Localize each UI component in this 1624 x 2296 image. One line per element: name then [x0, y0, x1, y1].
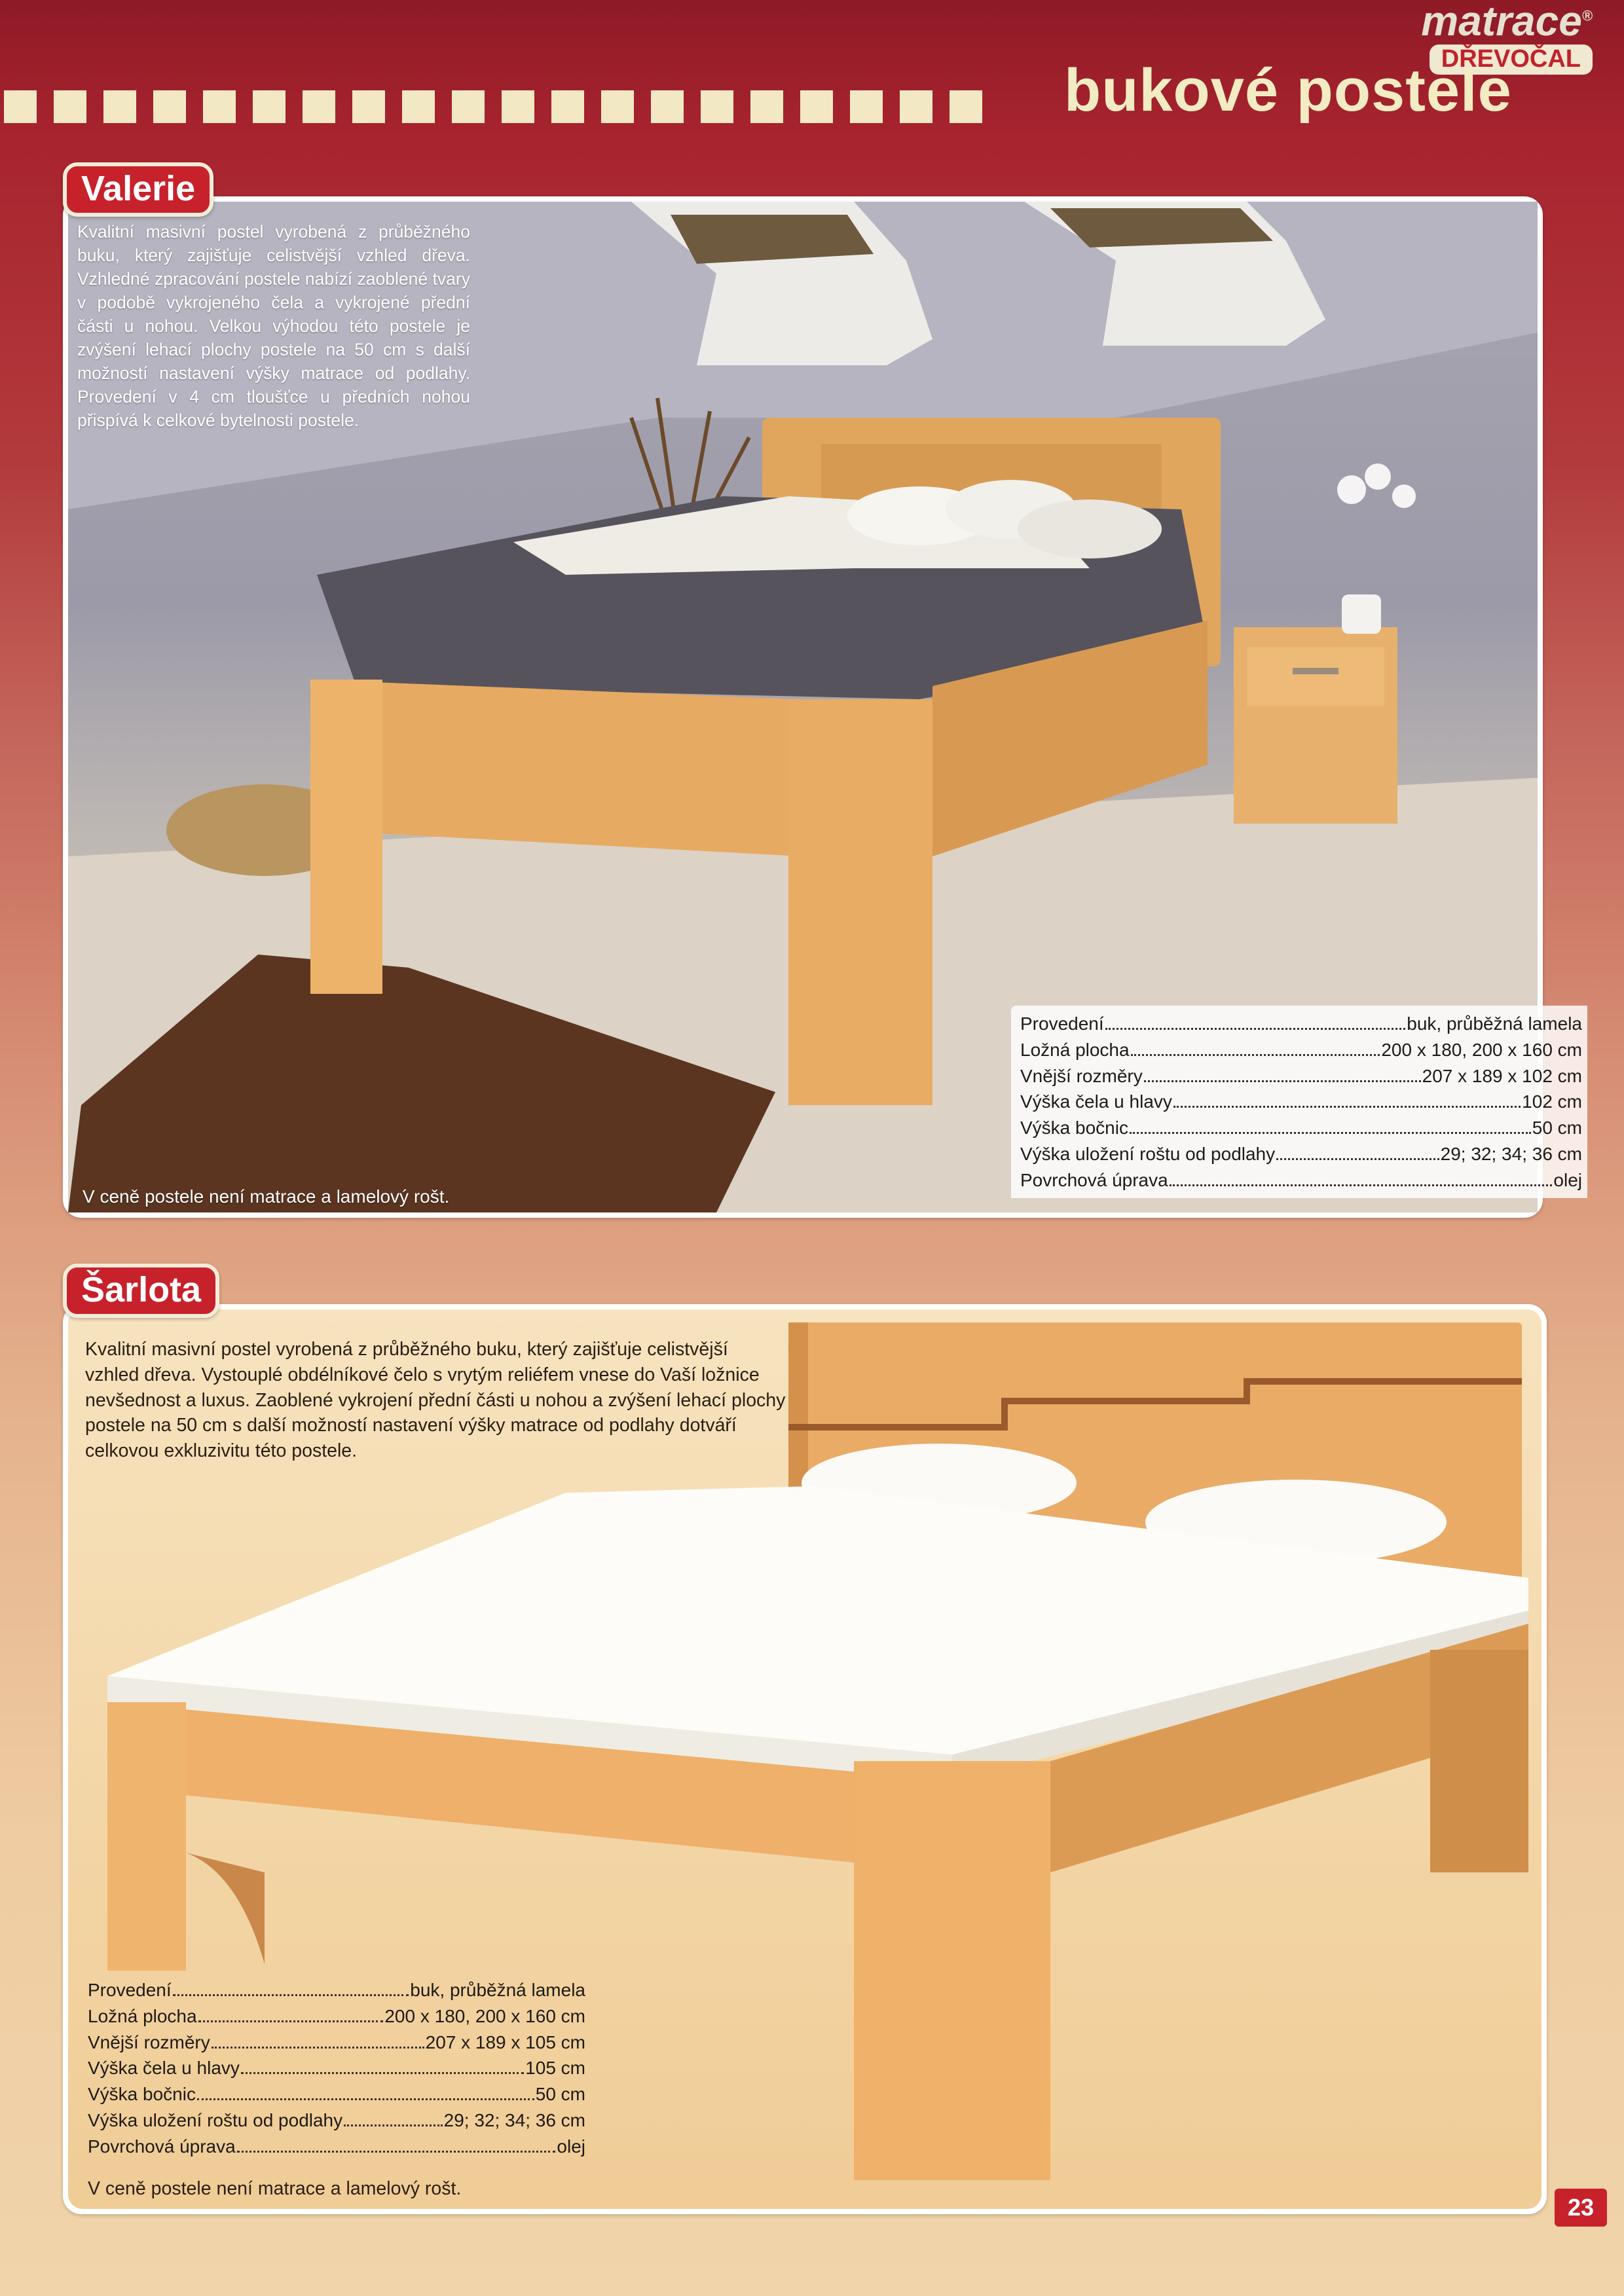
spec-label: Výška bočnic — [88, 2084, 196, 2104]
spec-row — [1020, 1063, 1582, 1089]
section-title: bukové postele — [1064, 57, 1512, 124]
product-name-tab: Valerie — [63, 162, 213, 217]
product-panel-sarlota — [63, 1304, 1547, 2214]
spec-label: Ložná plocha — [88, 2005, 197, 2026]
spec-value: buk, průběžná lamela — [410, 1980, 585, 2000]
product-description: Kvalitní masivní postel vyrobená z průběžného buku, který zajišťuje celistvější vzhled dřeva. Vzhledné zpracování postele nabízí zaoblené tvary v podobě vykrojeného čela a vykrojené přední části u nohou. Velkou výhodou této postele je zvýšení lehací plochy postele na 50 cm s další možností nastavení výšky matrace od podlahy. Provedení v 4 cm tloušťce u předních nohou přispívá k celkové bytelnosti postele. — [77, 222, 470, 431]
spec-label: Povrchová úprava — [88, 2136, 236, 2157]
spec-value: 29; 32; 34; 36 cm — [1440, 1143, 1582, 1164]
spec-value: 200 x 180, 200 x 160 cm — [384, 2005, 585, 2026]
page-number: 23 — [1555, 2189, 1607, 2227]
spec-row — [1020, 1089, 1582, 1115]
spec-value: 105 cm — [525, 2058, 585, 2079]
brand-name: matrace — [1421, 0, 1582, 45]
spec-label: Vnější rozměry — [1020, 1065, 1143, 1086]
spec-label: Povrchová úprava — [1020, 1169, 1168, 1190]
product-photo-sarlota — [68, 1309, 1541, 2209]
spec-label: Provedení — [1020, 1013, 1104, 1034]
brand-subtitle: DŘEVOČAL — [1430, 45, 1593, 75]
registered-mark: ® — [1581, 7, 1593, 24]
spec-label: Výška čela u hlavy — [88, 2058, 240, 2079]
spec-list — [1011, 1006, 1587, 1198]
product-panel-valerie — [63, 196, 1582, 1218]
spec-label: Provedení — [88, 1980, 172, 2000]
spec-row — [88, 2030, 585, 2056]
spec-label: Výška bočnic — [1020, 1118, 1128, 1138]
spec-value: buk, průběžná lamela — [1407, 1013, 1582, 1034]
price-note: V ceně postele není matrace a lamelový rošt. — [83, 1186, 450, 1207]
product-photo-valerie — [68, 202, 1582, 1212]
product-name-tab: Šarlota — [63, 1264, 219, 1318]
spec-row — [88, 2081, 585, 2107]
spec-row — [88, 2055, 585, 2081]
spec-row — [88, 2134, 585, 2160]
spec-row — [1020, 1011, 1582, 1037]
spec-label: Ložná plocha — [1020, 1039, 1130, 1060]
spec-list — [88, 1977, 585, 2159]
spec-value: 29; 32; 34; 36 cm — [443, 2109, 585, 2130]
spec-row — [1020, 1037, 1582, 1063]
spec-value: 102 cm — [1522, 1091, 1582, 1112]
spec-row — [1020, 1167, 1582, 1194]
spec-row — [88, 2003, 585, 2030]
price-note: V ceně postele není matrace a lamelový rošt. — [88, 2178, 462, 2199]
product-description: Kvalitní masivní postel vyrobená z průběžného buku, který zajišťuje celistvější vzhled dřeva. Vystouplé obdélníkové čelo s vrytým reliéfem vnese do Vaší ložnice nevšednost a luxus. Zaoblené vykrojení přední části u nohou a zvýšení lehací plochy postele na 50 cm s další možností nastavení výšky matrace od podlahy dotváří celkovou exkluzivitu této postele. — [85, 1339, 786, 1461]
spec-label: Vnější rozměry — [88, 2032, 210, 2052]
spec-value: 50 cm — [535, 2084, 585, 2104]
spec-row — [88, 1977, 585, 2003]
spec-row — [1020, 1115, 1582, 1141]
spec-value: olej — [557, 2136, 585, 2157]
header-decoration — [0, 90, 1054, 123]
spec-label: Výška uložení roštu od podlahy — [1020, 1143, 1276, 1164]
spec-value: 50 cm — [1532, 1118, 1582, 1138]
spec-value: olej — [1553, 1169, 1582, 1190]
spec-row — [88, 2107, 585, 2134]
spec-value: 207 x 189 x 105 cm — [425, 2032, 585, 2052]
spec-label: Výška uložení roštu od podlahy — [88, 2109, 343, 2130]
spec-label: Výška čela u hlavy — [1020, 1091, 1172, 1112]
spec-row — [1020, 1141, 1582, 1167]
spec-value: 207 x 189 x 102 cm — [1422, 1065, 1582, 1086]
spec-value: 200 x 180, 200 x 160 cm — [1381, 1039, 1582, 1060]
